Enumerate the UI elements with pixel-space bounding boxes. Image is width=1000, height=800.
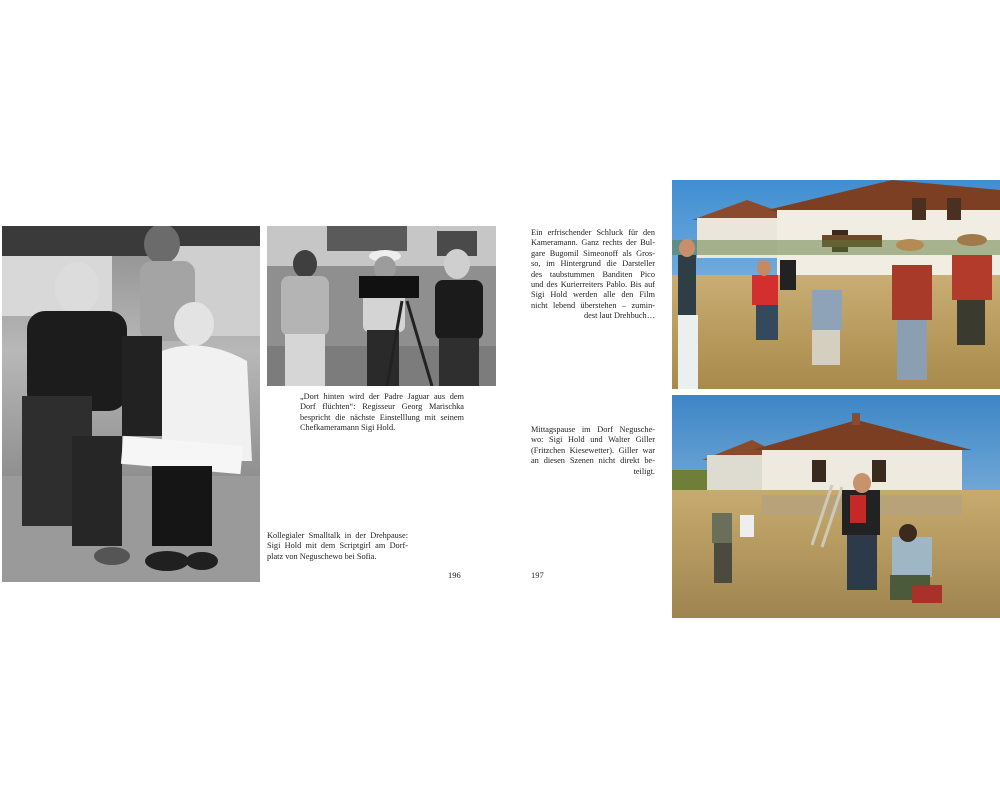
photo-smalltalk-bw bbox=[2, 226, 260, 582]
caption-line: Ein erfrischender Schluck für den bbox=[531, 228, 655, 237]
caption-line: Sigi Hold mit dem Scriptgirl am Dorf- bbox=[267, 541, 408, 551]
caption-line: nicht lebend überstehen – zumin- bbox=[531, 300, 655, 310]
page-number-right: 197 bbox=[531, 570, 544, 580]
photo-director-camera-bw bbox=[267, 226, 496, 386]
caption-director-photo bbox=[300, 392, 464, 434]
caption-line: Kameramann. Ganz rechts der Bul- bbox=[531, 238, 655, 248]
caption-lunchbreak-photo bbox=[531, 425, 655, 477]
caption-line: bespricht die nächste Einstelllung mit seinem bbox=[300, 412, 464, 422]
photo-lunch-break-color bbox=[672, 395, 1000, 618]
photo-film-set-color bbox=[672, 180, 1000, 389]
caption-line: so, im Hintergrund die Darsteller bbox=[531, 259, 655, 269]
caption-line: wo: Sigi Hold und Walter Giller bbox=[531, 435, 655, 445]
caption-line: Dorf flüchten“: Regisseur Georg Marischka bbox=[300, 402, 464, 412]
caption-line: „Dort hinten wird der Padre Jaguar aus dem bbox=[300, 392, 464, 401]
caption-line: und des Kurierreiters Pablo. Bis auf bbox=[531, 280, 655, 290]
caption-line: teiligt. bbox=[633, 466, 655, 476]
caption-line: gare Bugomil Simeonoff als Gros- bbox=[531, 248, 655, 258]
caption-line: (Fritzchen Kiesewetter). Giller war bbox=[531, 445, 655, 455]
caption-drink-photo bbox=[531, 228, 655, 322]
caption-line: Sigi Hold werden alle den Film bbox=[531, 290, 655, 300]
caption-line: Chefkameramann Sigi Hold. bbox=[300, 423, 396, 433]
caption-line: des taubstummen Banditen Pico bbox=[531, 269, 655, 279]
page-number-left: 196 bbox=[448, 570, 461, 580]
caption-line: dest laut Drehbuch… bbox=[584, 311, 655, 321]
caption-line: platz von Neguschewo bei Sofia. bbox=[267, 551, 377, 561]
caption-line: Kollegialer Smalltalk in der Drehpause: bbox=[267, 531, 408, 540]
caption-line: Mittagspause im Dorf Neguschе- bbox=[531, 425, 655, 434]
caption-line: an diesen Szenen nicht direkt be- bbox=[531, 456, 655, 466]
caption-smalltalk-photo bbox=[267, 531, 408, 562]
